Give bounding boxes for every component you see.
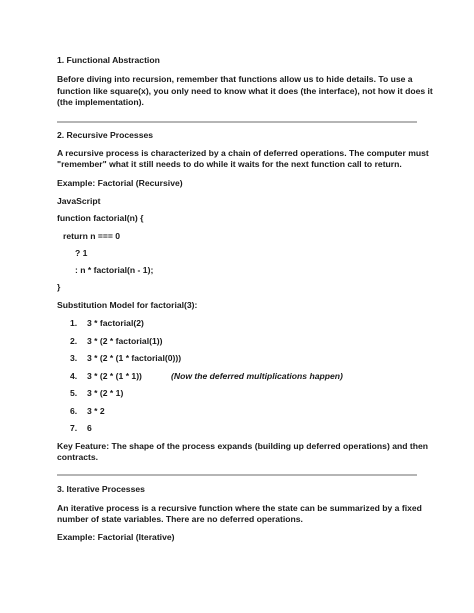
section-1-paragraph-line-3: (the implementation).: [57, 97, 144, 107]
section-3-paragraph-line-1: An iterative process is a recursive function where the state can be summarized by a fixed: [57, 503, 422, 513]
step-number: 5.: [70, 388, 78, 398]
section-1-paragraph-line-1: Before diving into recursion, remember that functions allow us to hide details. To use a: [57, 74, 413, 84]
code-line: function factorial(n) {: [57, 213, 144, 223]
step-expression: 3 * (2 * (1 * factorial(0))): [87, 353, 182, 363]
section-1-heading: 1. Functional Abstraction: [57, 55, 160, 65]
step-expression: 3 * (2 * 1): [87, 388, 124, 398]
section-divider-2: [57, 474, 417, 476]
section-2-paragraph-line-2: "remember" what it still needs to do while it waits for the next function call to return.: [57, 159, 402, 169]
step-number: 6.: [70, 406, 78, 416]
code-line: return n === 0: [63, 231, 121, 241]
language-label: JavaScript: [57, 196, 101, 206]
step-expression: 3 * 2: [87, 406, 105, 416]
key-feature-line-2: contracts.: [57, 452, 99, 462]
code-line: : n * factorial(n - 1);: [75, 265, 154, 275]
step-number: 7.: [70, 423, 78, 433]
step-expression: 3 * factorial(2): [87, 318, 144, 328]
section-2-heading: 2. Recursive Processes: [57, 130, 154, 140]
step-number: 1.: [70, 318, 78, 328]
section-2-paragraph-line-1: A recursive process is characterized by a chain of deferred operations. The computer must: [57, 148, 429, 158]
substitution-title: Substitution Model for factorial(3):: [57, 300, 198, 310]
iterative-example-label: Example: Factorial (Iterative): [57, 532, 175, 542]
section-3-heading: 3. Iterative Processes: [57, 484, 145, 494]
key-feature-line-1: Key Feature: The shape of the process expands (building up deferred operations) and then: [57, 441, 429, 451]
step-note: (Now the deferred multiplications happen): [171, 371, 343, 381]
step-number: 3.: [70, 353, 78, 363]
step-expression: 3 * (2 * (1 * 1)): [87, 371, 142, 381]
code-line: ? 1: [75, 248, 88, 258]
example-label: Example: Factorial (Recursive): [57, 178, 183, 188]
step-expression: 3 * (2 * factorial(1)): [87, 336, 163, 346]
section-3-paragraph-line-2: number of state variables. There are no deferred operations.: [57, 514, 303, 524]
section-1-paragraph-line-2: function like square(x), you only need to know what it does (the interface), not how it does it: [57, 86, 433, 96]
code-line: }: [57, 282, 61, 292]
section-divider-1: [57, 121, 417, 123]
step-number: 4.: [70, 371, 78, 381]
step-number: 2.: [70, 336, 78, 346]
step-expression: 6: [87, 423, 92, 433]
